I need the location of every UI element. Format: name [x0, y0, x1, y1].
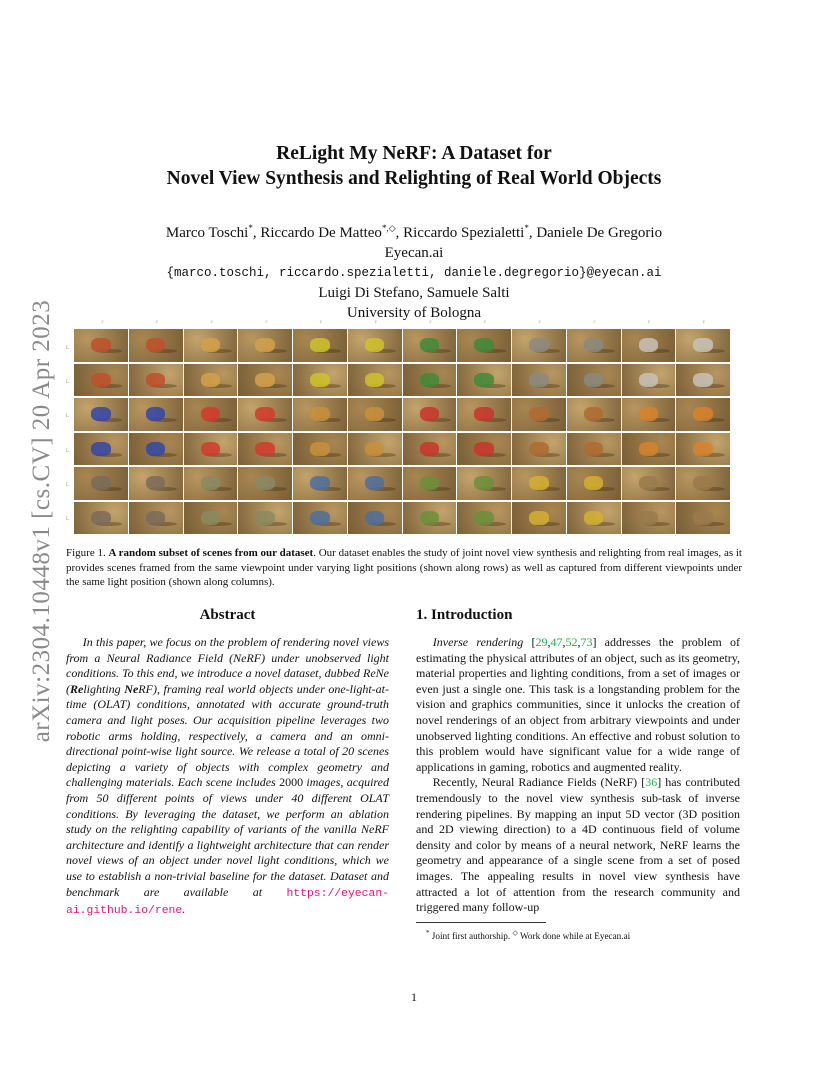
author-name: Riccardo Spezialetti: [403, 225, 525, 241]
camera-label: c: [210, 320, 213, 325]
scene-object: [365, 511, 384, 525]
scene-object: [529, 338, 548, 352]
scene-object: [146, 407, 165, 421]
author-mark: *: [524, 223, 529, 233]
scene-object: [91, 476, 110, 490]
scene-thumbnail: [457, 433, 511, 466]
scene-object: [474, 373, 493, 387]
camera-label: c: [429, 320, 432, 325]
scene-thumbnail: [676, 398, 730, 431]
scene-object: [310, 476, 329, 490]
author-block: [0, 218, 828, 323]
scene-thumbnail: [676, 329, 730, 362]
scene-thumbnail: [238, 398, 292, 431]
scene-thumbnail: [512, 467, 566, 500]
light-label: L: [66, 482, 70, 488]
camera-label: c: [702, 320, 705, 325]
scene-object: [639, 338, 658, 352]
abstract-number: 2000: [279, 775, 304, 790]
scene-thumbnail: [184, 502, 238, 535]
scene-thumbnail-grid: [74, 329, 730, 534]
scene-object: [146, 442, 165, 456]
scene-thumbnail: [184, 364, 238, 397]
scene-object: [255, 511, 274, 525]
author-separator: ,: [252, 225, 261, 241]
scene-object: [365, 338, 384, 352]
author-line-2: Luigi Di Stefano, Samuele Salti: [318, 285, 510, 301]
scene-object: [365, 476, 384, 490]
abstract-column: [66, 604, 389, 920]
scene-object: [693, 338, 712, 352]
figure-caption: [66, 546, 742, 590]
scene-thumbnail: [184, 329, 238, 362]
citation-link[interactable]: 29: [535, 635, 548, 649]
camera-label: c: [156, 320, 159, 325]
scene-object: [420, 373, 439, 387]
scene-thumbnail: [293, 329, 347, 362]
scene-thumbnail: [512, 398, 566, 431]
caption-label: Figure 1.: [66, 547, 106, 559]
scene-thumbnail: [622, 329, 676, 362]
paper-title: [0, 141, 828, 191]
scene-thumbnail: [403, 433, 457, 466]
scene-object: [474, 338, 493, 352]
scene-object: [529, 511, 548, 525]
scene-object: [310, 338, 329, 352]
footnote: [416, 927, 740, 942]
scene-thumbnail: [348, 329, 402, 362]
scene-object: [584, 407, 603, 421]
scene-thumbnail: [457, 398, 511, 431]
scene-thumbnail: [457, 329, 511, 362]
camera-label: c: [374, 320, 377, 325]
footnote-text: Work done while at Eyecan.ai: [517, 930, 631, 941]
intro-text: addresses the problem of estimating the physical attributes of an object, such as its geometry, material properties and lighting conditions, from a set of images or even just a single one. This task is a longstanding problem for the vision and graphics communities, since it unlocks the creation of novel renderings of an object from arbitrary viewpoints and under unobserved lighting conditions. An effective and robust solution to this problem would have significant value for a wide range of applications in gaming, robotics and augmented reality.: [416, 635, 740, 774]
scene-thumbnail: [512, 433, 566, 466]
scene-object: [146, 338, 165, 352]
camera-label: c: [593, 320, 596, 325]
scene-object: [420, 442, 439, 456]
scene-thumbnail: [567, 467, 621, 500]
footnote-mark: ◇: [512, 928, 518, 937]
scene-object: [584, 338, 603, 352]
scene-thumbnail: [567, 502, 621, 535]
scene-thumbnail: [129, 433, 183, 466]
scene-thumbnail: [129, 398, 183, 431]
title-line-2: Novel View Synthesis and Relighting of Real World Objects: [166, 168, 662, 189]
light-label: L: [66, 346, 70, 352]
scene-thumbnail: [567, 433, 621, 466]
abstract-heading: Abstract: [199, 607, 256, 623]
citation-link[interactable]: 52: [565, 635, 578, 649]
scene-object: [474, 511, 493, 525]
scene-object: [310, 407, 329, 421]
author-line-1: [0, 218, 828, 243]
footnote-text: Joint first authorship.: [429, 930, 513, 941]
scene-object: [146, 476, 165, 490]
scene-object: [255, 442, 274, 456]
abstract-part: lighting: [83, 681, 125, 696]
scene-object: [91, 373, 110, 387]
camera-label: c: [484, 320, 487, 325]
abstract-part: ), framing real world objects under one-light-at-time (OLAT) conditions, annotated with accurate ground-truth camera and light poses. Our acquisition pipeline leverages two robotic arms holding, respectively, a camera and an omni-directional point-wise light source. We release a total of 20 scenes depicting a variety of objects with complex geometry and challenging materials. Each scene includes: [66, 681, 390, 790]
scene-object: [639, 511, 658, 525]
citation-link[interactable]: 73: [580, 635, 593, 649]
intro-emphasis: Inverse rendering: [432, 635, 524, 649]
scene-object: [584, 511, 603, 525]
scene-thumbnail: [622, 502, 676, 535]
affiliation-2: University of Bologna: [346, 305, 482, 321]
scene-thumbnail: [622, 364, 676, 397]
scene-object: [639, 407, 658, 421]
scene-thumbnail: [403, 398, 457, 431]
scene-object: [91, 511, 110, 525]
scene-thumbnail: [293, 433, 347, 466]
author-mark: *: [248, 223, 253, 233]
scene-object: [584, 442, 603, 456]
scene-object: [639, 476, 658, 490]
abstract-part: RF: [138, 681, 153, 696]
scene-thumbnail: [403, 467, 457, 500]
scene-object: [693, 476, 712, 490]
abstract-bold: Re: [70, 681, 84, 696]
scene-object: [529, 442, 548, 456]
scene-thumbnail: [567, 398, 621, 431]
scene-thumbnail: [238, 467, 292, 500]
scene-object: [420, 407, 439, 421]
caption-text: . Our dataset enables the study of joint novel view synthesis and relighting from real images, as it provides scenes framed from the same viewpoint under varying light positions (shown along rows) as well as captured from different viewpoints under the same light position (shown along columns).: [66, 547, 742, 588]
camera-label: c: [101, 320, 104, 325]
intro-text: Recently, Neural Radiance Fields (NeRF): [432, 775, 642, 790]
scene-thumbnail: [457, 502, 511, 535]
scene-thumbnail: [512, 329, 566, 362]
scene-thumbnail: [293, 502, 347, 535]
light-label: L: [66, 448, 70, 454]
scene-object: [693, 373, 712, 387]
scene-object: [201, 373, 220, 387]
scene-object: [529, 407, 548, 421]
light-label: L: [66, 414, 70, 420]
author-name: Marco Toschi: [165, 225, 249, 241]
scene-object: [420, 476, 439, 490]
citation-link[interactable]: 36: [645, 775, 658, 790]
scene-object: [420, 338, 439, 352]
camera-label: c: [265, 320, 268, 325]
scene-object: [201, 407, 220, 421]
scene-object: [201, 476, 220, 490]
author-emails: {marco.toschi, riccardo.spezialetti, daniele.degregorio}@eyecan.ai: [166, 266, 662, 280]
abstract-text: [66, 635, 389, 920]
scene-object: [146, 373, 165, 387]
scene-object: [474, 442, 493, 456]
scene-thumbnail: [74, 502, 128, 535]
scene-thumbnail: [567, 329, 621, 362]
scene-thumbnail: [567, 364, 621, 397]
camera-label: c: [538, 320, 541, 325]
scene-thumbnail: [457, 467, 511, 500]
scene-thumbnail: [184, 433, 238, 466]
scene-object: [201, 442, 220, 456]
scene-object: [693, 511, 712, 525]
scene-thumbnail: [129, 329, 183, 362]
citation-link[interactable]: 47: [550, 635, 563, 649]
scene-thumbnail: [622, 398, 676, 431]
scene-thumbnail: [622, 467, 676, 500]
dataset-link[interactable]: https://eyecan-ai.github.io/rene: [66, 887, 389, 918]
scene-thumbnail: [676, 502, 730, 535]
scene-thumbnail: [348, 502, 402, 535]
camera-label: c: [648, 320, 651, 325]
abstract-part: In this paper, we focus on the problem of rendering novel views from a Neural Radiance Field (NeRF) under unobserved light conditions. To this end, we introduce a novel dataset, dubbed ReNe (: [66, 635, 389, 696]
scene-object: [91, 442, 110, 456]
arxiv-identifier-text: arXiv:2304.10448v1 [cs.CV] 20 Apr 2023: [28, 299, 55, 743]
abstract-bold: Ne: [124, 681, 139, 696]
footnote-mark: *: [426, 928, 430, 937]
citation-list: 29,47,52,73: [535, 635, 593, 649]
scene-object: [474, 407, 493, 421]
introduction-column: [416, 604, 740, 942]
scene-thumbnail: [238, 364, 292, 397]
author-name: Daniele De Gregorio: [536, 225, 663, 241]
scene-object: [255, 373, 274, 387]
scene-object: [365, 407, 384, 421]
scene-thumbnail: [293, 467, 347, 500]
author-mark: *,◇: [381, 223, 396, 233]
scene-thumbnail: [676, 433, 730, 466]
scene-object: [310, 442, 329, 456]
scene-thumbnail: [348, 433, 402, 466]
scene-thumbnail: [403, 502, 457, 535]
scene-object: [146, 511, 165, 525]
light-label: L: [66, 380, 70, 386]
scene-thumbnail: [676, 364, 730, 397]
scene-object: [201, 511, 220, 525]
arxiv-identifier: [22, 286, 62, 756]
introduction-heading: 1. Introduction: [416, 607, 513, 623]
author-separator: ,: [395, 225, 404, 241]
scene-thumbnail: [184, 398, 238, 431]
scene-object: [529, 476, 548, 490]
scene-thumbnail: [129, 364, 183, 397]
scene-thumbnail: [238, 433, 292, 466]
scene-thumbnail: [676, 467, 730, 500]
scene-thumbnail: [348, 364, 402, 397]
scene-object: [365, 442, 384, 456]
scene-object: [201, 338, 220, 352]
scene-object: [639, 373, 658, 387]
scene-thumbnail: [512, 502, 566, 535]
scene-object: [474, 476, 493, 490]
scene-thumbnail: [348, 467, 402, 500]
scene-thumbnail: [238, 329, 292, 362]
scene-thumbnail: [184, 467, 238, 500]
intro-paragraph-2: Recently, Neural Radiance Fields (NeRF) [36] has contributed tremendously to the novel view synthesis sub-task of inverse rendering pipelines. By mapping an input 5D vector (3D position and 2D viewing direction) to a 4D continuous field of volume density and color by means of a neural network, NeRF learns the geometry and appearance of a single scene from a set of posed images. The appealing results in novel view synthesis have attracted a lot of attention from the research community and triggered many follow-up: [416, 775, 740, 915]
scene-thumbnail: [129, 467, 183, 500]
scene-thumbnail: [74, 398, 128, 431]
figure-1-image-grid: [66, 318, 740, 534]
scene-thumbnail: [74, 329, 128, 362]
scene-object: [420, 511, 439, 525]
scene-object: [529, 373, 548, 387]
scene-thumbnail: [403, 329, 457, 362]
scene-thumbnail: [74, 364, 128, 397]
scene-object: [91, 407, 110, 421]
light-label: L: [66, 516, 70, 522]
scene-object: [584, 476, 603, 490]
affiliation-1: Eyecan.ai: [384, 245, 444, 261]
scene-object: [310, 511, 329, 525]
scene-object: [310, 373, 329, 387]
camera-label: c: [320, 320, 323, 325]
author-name: Riccardo De Matteo: [260, 225, 382, 241]
scene-object: [639, 442, 658, 456]
scene-thumbnail: [403, 364, 457, 397]
scene-object: [255, 476, 274, 490]
scene-thumbnail: [512, 364, 566, 397]
author-separator: ,: [528, 225, 537, 241]
abstract-part: .: [182, 902, 186, 917]
scene-thumbnail: [622, 433, 676, 466]
scene-thumbnail: [293, 398, 347, 431]
scene-thumbnail: [129, 502, 183, 535]
scene-object: [693, 407, 712, 421]
scene-object: [91, 338, 110, 352]
scene-thumbnail: [238, 502, 292, 535]
scene-thumbnail: [348, 398, 402, 431]
scene-object: [255, 407, 274, 421]
scene-thumbnail: [74, 467, 128, 500]
scene-object: [255, 338, 274, 352]
scene-object: [584, 373, 603, 387]
scene-thumbnail: [293, 364, 347, 397]
footnote-rule: [416, 922, 546, 923]
intro-text: has contributed tremendously to the novel view synthesis sub-task of inverse rendering pipelines. By mapping an input 5D vector (3D position and 2D viewing direction) to a 4D continuous field of volume density and color by means of a neural network, NeRF learns the geometry and appearance of a single scene from a set of posed images. The appealing results in novel view synthesis have attracted a lot of attention from the research community and triggered many follow-up: [416, 775, 740, 915]
caption-bold: A random subset of scenes from our dataset: [108, 547, 314, 559]
scene-object: [693, 442, 712, 456]
abstract-part: images, acquired from 50 different points of views under 40 different OLAT conditions. By leveraging the dataset, we perform an ablation study on the relighting capability of variants of the vanilla NeRF architecture and identify a lightweight architecture that can render novel views of an object under novel light conditions, which we use to establish a non-trivial baseline for the dataset. Dataset and benchmark are available at: [66, 775, 389, 899]
scene-object: [365, 373, 384, 387]
scene-thumbnail: [457, 364, 511, 397]
intro-paragraph-1: Inverse rendering [29,47,52,73] addresses the problem of estimating the physical attributes of an object, such as its geometry, material properties and lighting conditions, from a set of images or even just a single one. This task is a longstanding problem for the vision and graphics communities, since it unlocks the creation of novel renderings of an object from arbitrary viewpoints and under unobserved lighting conditions. An effective and robust solution to this problem would have significant value for a wide range of applications in gaming, robotics and augmented reality.: [416, 635, 740, 774]
page-number: 1: [411, 990, 417, 1004]
scene-thumbnail: [74, 433, 128, 466]
title-line-1: ReLight My NeRF: A Dataset for: [276, 143, 552, 164]
